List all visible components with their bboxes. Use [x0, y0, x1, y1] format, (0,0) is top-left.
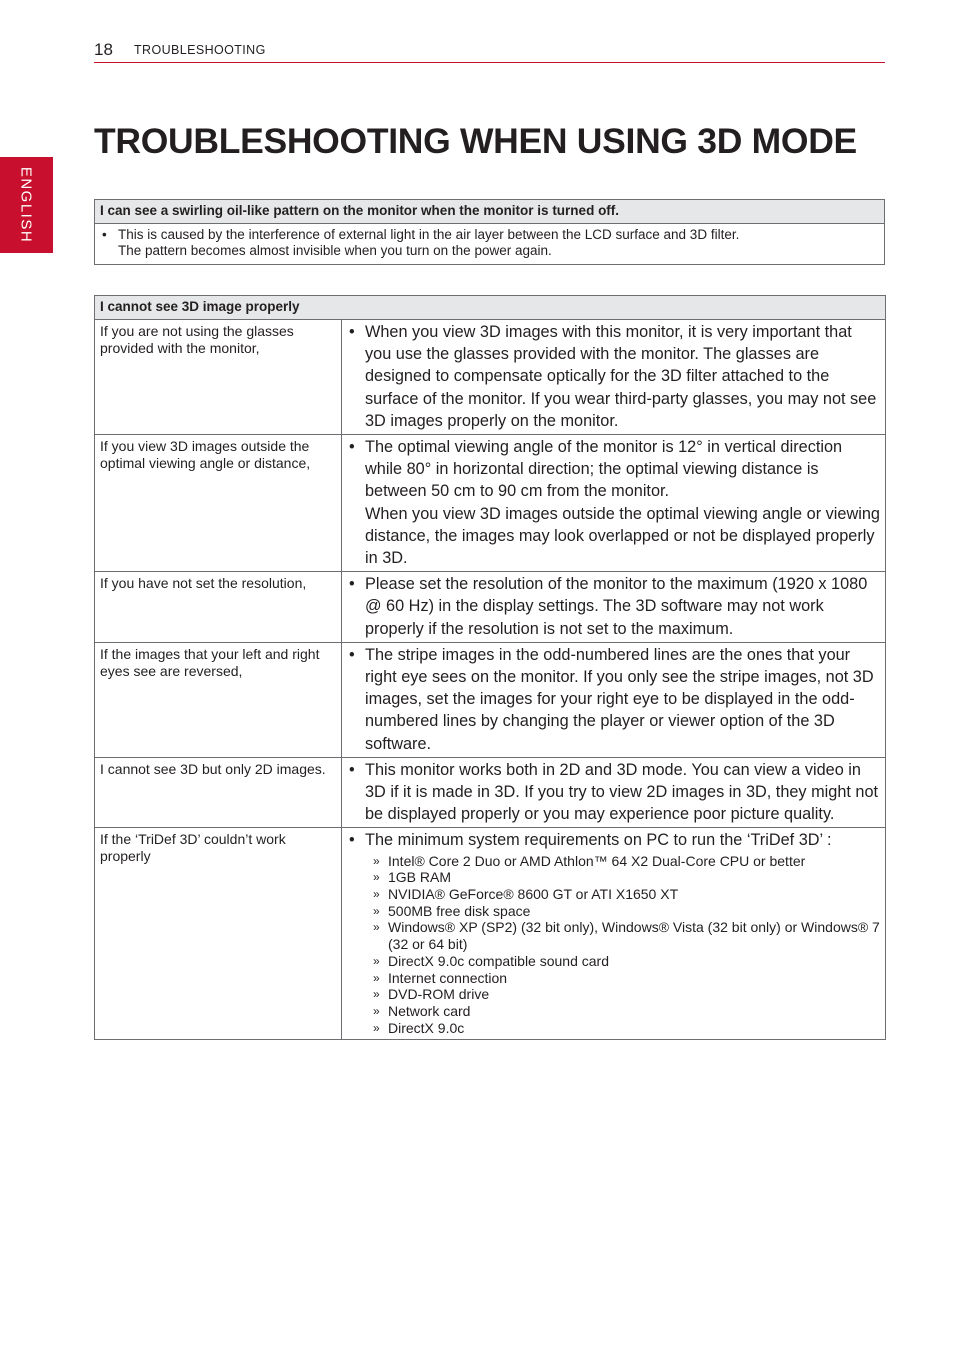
table-row	[95, 642, 886, 757]
solution-cell	[342, 435, 886, 572]
answer-line-1: This is caused by the interference of external light in the air layer between the LCD surface and 3D filter.	[118, 227, 740, 242]
condition-cell: If the images that your left and right eyes see are reversed,	[95, 642, 342, 757]
table-row	[95, 757, 886, 828]
language-tab	[0, 157, 53, 253]
solution-text-extra: When you view 3D images outside the optimal viewing angle or viewing distance, the images may look overlapped or not be displayed properly in 3D.	[365, 504, 880, 568]
answer-line-2: The pattern becomes almost invisible when you turn on the power again.	[118, 243, 552, 258]
list-item: » Internet connection	[373, 969, 508, 986]
list-item: » Network card	[373, 1003, 471, 1019]
solution-text: The optimal viewing angle of the monitor is 12° in vertical direction while 80° in horizontal direction; the optimal viewing distance is between 50 cm to 90 cm from the monitor.	[365, 438, 843, 501]
condition-cell: If you are not using the glasses provided with the monitor,	[95, 320, 342, 435]
list-item: » DirectX 9.0c	[373, 1019, 465, 1036]
bullet: •	[349, 575, 355, 594]
list-item: » DVD-ROM drive	[373, 986, 490, 1003]
3d-image-table	[94, 295, 886, 1040]
solution-text: The stripe images in the odd-numbered lines are the ones that your right eye sees on the monitor. If you only see the stripe images, not 3D images, set the images for your right eye to be displayed in the odd-numbered lines by changing the player or viewer option of the 3D software.	[365, 645, 874, 753]
list-item: » Windows® XP (SP2) (32 bit only), Windows® Vista (32 bit only) or Windows® 7 (32 or 64 bit)	[373, 919, 880, 953]
solution-text: When you view 3D images with this monitor, it is very important that you use the glasses provided with the monitor. The glasses are designed to compensate optically for the 3D filter attached to the surface of the monitor. If you wear third-party glasses, you may not see 3D images properly on the monitor.	[365, 323, 877, 430]
solution-cell	[342, 757, 886, 828]
list-item: » 1GB RAM	[373, 869, 452, 886]
table-row	[95, 435, 886, 572]
solution-text: The minimum system requirements on PC to run the ‘TriDef 3D’ :	[365, 831, 832, 850]
table-row	[95, 572, 886, 643]
bullet: •	[349, 760, 355, 779]
table-row	[95, 320, 886, 435]
table-row	[95, 828, 886, 1040]
solution-cell	[342, 572, 886, 643]
condition-cell: If you have not set the resolution,	[95, 572, 342, 643]
solution-cell	[342, 320, 886, 435]
condition-cell: If the ‘TriDef 3D’ couldn’t work properly	[95, 828, 342, 1040]
page-number: 18	[94, 40, 113, 59]
solution-text: Please set the resolution of the monitor to the maximum (1920 x 1080 @ 60 Hz) in the display settings. The 3D software may not work properly if the resolution is not set to the maximum.	[365, 575, 868, 638]
solution-text: This monitor works both in 2D and 3D mode. You can view a video in 3D if it is made in 3D. If you try to view 2D images in 3D, they might not be displayed properly or you may experience poor picture quality.	[365, 760, 879, 824]
solution-cell	[342, 642, 886, 757]
table-header-row	[95, 296, 886, 320]
list-item: » Intel® Core 2 Duo or AMD Athlon™ 64 X2 Dual-Core CPU or better	[373, 852, 806, 869]
list-item: » DirectX 9.0c compatible sound card	[373, 952, 609, 969]
page-header	[94, 38, 885, 63]
table-row	[95, 224, 885, 265]
oil-pattern-heading: I can see a swirling oil-like pattern on the monitor when the monitor is turned off.	[95, 200, 885, 224]
list-item: » 500MB free disk space	[373, 902, 531, 919]
oil-pattern-answer	[95, 224, 885, 265]
condition-cell: I cannot see 3D but only 2D images.	[95, 757, 342, 828]
solution-cell	[342, 828, 886, 1040]
table-header-row	[95, 200, 885, 224]
list-item: » NVIDIA® GeForce® 8600 GT or ATI X1650 XT	[373, 886, 679, 903]
bullet: •	[102, 227, 107, 242]
oil-pattern-table	[94, 199, 885, 265]
requirements-list	[347, 853, 882, 1037]
language-tab-label: ENGLISH	[17, 166, 35, 244]
bullet: •	[349, 645, 355, 664]
3d-image-heading: I cannot see 3D image properly	[95, 296, 886, 320]
section-name: TROUBLESHOOTING	[134, 43, 266, 57]
page-title: TROUBLESHOOTING WHEN USING 3D MODE	[94, 121, 857, 161]
bullet: •	[349, 323, 355, 341]
bullet: •	[349, 831, 355, 850]
bullet: •	[349, 438, 355, 457]
condition-cell: If you view 3D images outside the optimal viewing angle or distance,	[95, 435, 342, 572]
